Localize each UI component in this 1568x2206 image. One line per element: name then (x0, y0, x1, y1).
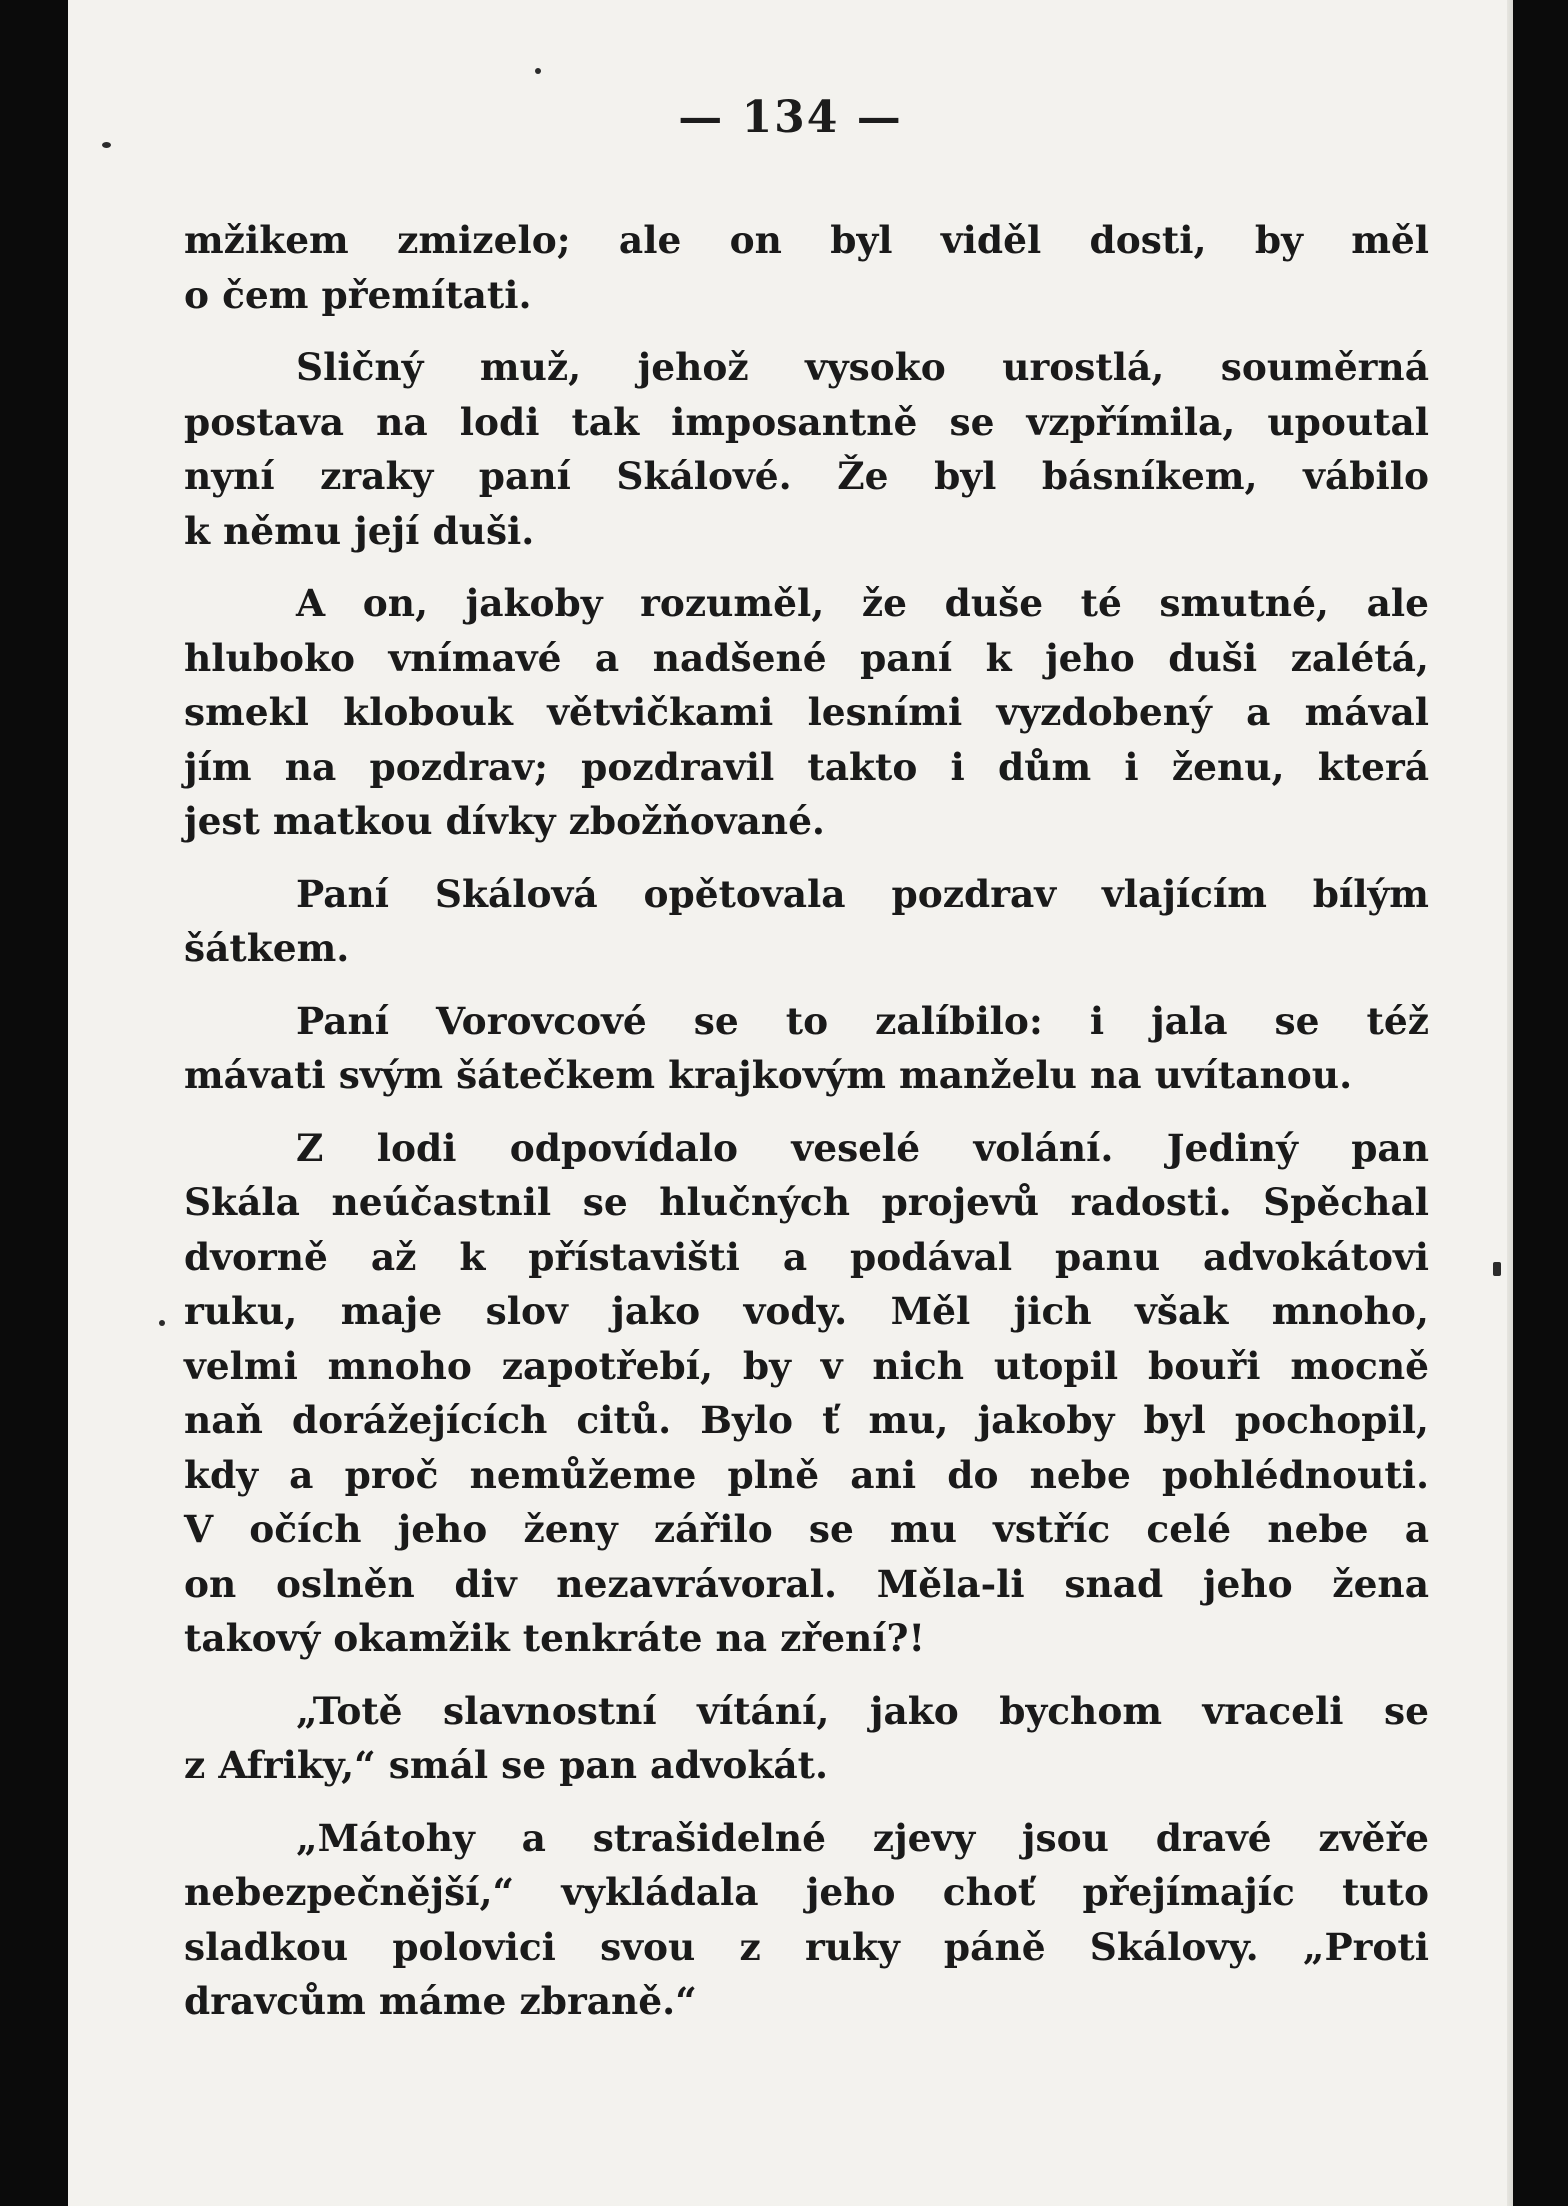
paragraph (184, 576, 1429, 849)
text-line: hluboko vnímavé a nadšené paní k jeho duši zalétá, (184, 635, 1429, 680)
text-line: mávati svým šátečkem krajkovým manželu na uvítanou. (184, 1053, 1353, 1097)
paragraph (184, 1811, 1429, 2029)
text-line: ruku, maje slov jako vody. Měl jich však mnoho, (184, 1289, 1429, 1333)
text-line: o čem přemítati. (184, 272, 532, 317)
paragraph (184, 1121, 1429, 1666)
ink-speck (102, 142, 111, 148)
page-number: — 134 — (678, 92, 903, 143)
paragraph (184, 867, 1429, 976)
text-line: on oslněn div nezavrávoral. Měla-li snad jeho žena (184, 1561, 1429, 1606)
text-line: velmi mnoho zapotřebí, by v nich utopil bouři mocně (184, 1343, 1429, 1388)
text-line: Paní Vorovcové se to zalíbilo: i jala se též (296, 998, 1429, 1043)
page-edge (1507, 0, 1513, 2206)
ink-speck (159, 1320, 165, 1326)
text-line: z Afriky,“ smál se pan advokát. (184, 1743, 829, 1787)
text-line: takový okamžik tenkráte na zření?! (184, 1616, 925, 1660)
text-line: Sličný muž, jehož vysoko urostlá, souměrná (296, 345, 1429, 389)
text-line: kdy a proč nemůžeme plně ani do nebe pohlédnouti. (184, 1452, 1429, 1497)
text-line: nebezpečnější,“ vykládala jeho choť přejímajíc tuto (184, 1870, 1429, 1914)
text-line: smekl klobouk větvičkami lesními vyzdobený a mával (184, 690, 1429, 734)
ink-speck (535, 68, 541, 74)
text-line: dvorně až k přístavišti a podával panu advokátovi (184, 1234, 1429, 1279)
paragraph (184, 994, 1429, 1103)
text-line: Paní Skálová opětovala pozdrav vlajícím bílým (296, 871, 1429, 916)
paragraph (184, 213, 1429, 322)
text-line: V očích jeho ženy zářilo se mu vstříc celé nebe a (184, 1507, 1429, 1551)
text-line: šátkem. (184, 926, 350, 970)
text-line: jím na pozdrav; pozdravil takto i dům i ženu, která (184, 744, 1429, 789)
text-line: jest matkou dívky zbožňované. (184, 799, 825, 843)
book-page (68, 0, 1513, 2206)
text-line: k němu její duši. (184, 508, 535, 553)
text-line: dravcům máme zbraně.“ (184, 1979, 697, 2023)
text-line: Skála neúčastnil se hlučných projevů radosti. Spěchal (184, 1180, 1429, 1224)
paragraph (184, 1684, 1429, 1793)
text-line: nyní zraky paní Skálové. Že byl básníkem, vábilo (184, 454, 1429, 498)
text-line: „Mátohy a strašidelné zjevy jsou dravé zvěře (296, 1815, 1429, 1860)
text-line: naň dorážejících citů. Bylo ť mu, jakoby byl pochopil, (184, 1398, 1429, 1442)
text-line: „Totě slavnostní vítání, jako bychom vraceli se (296, 1688, 1429, 1733)
ink-speck (1493, 1262, 1501, 1276)
text-line: postava na lodi tak imposantně se vzpřímila, upoutal (184, 399, 1429, 444)
paragraph (184, 340, 1429, 558)
text-line: A on, jakoby rozuměl, že duše té smutné, ale (296, 581, 1429, 625)
body-text (184, 213, 1429, 2047)
text-line: mžikem zmizelo; ale on byl viděl dosti, by měl (184, 218, 1429, 262)
text-line: sladkou polovici svou z ruky páně Skálovy. „Proti (184, 1924, 1429, 1969)
text-line: Z lodi odpovídalo veselé volání. Jediný pan (296, 1125, 1429, 1170)
